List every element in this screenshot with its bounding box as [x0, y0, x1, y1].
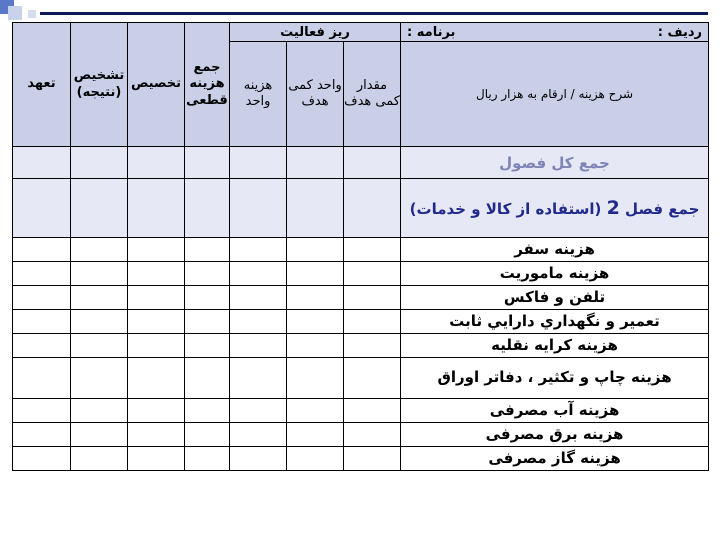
item-label: تعمير و نگهداري دارايي ثابت [401, 310, 709, 334]
table-row [13, 286, 709, 310]
table-row-total [13, 147, 709, 179]
top-rule [40, 12, 708, 15]
total-all-label: جمع كل فصول [401, 147, 709, 179]
table-row [13, 238, 709, 262]
table-row [13, 310, 709, 334]
unit-cost-header: هزينه واحد [230, 42, 287, 147]
chapter2-label: جمع فصل 2 (استفاده از كالا و خدمات) [401, 179, 709, 238]
table-row [13, 423, 709, 447]
target-quantity-header: مقدار كمی هدف [344, 42, 401, 147]
total-final-cost-header: جمع هزينه قطعی [185, 23, 230, 147]
determination-header: تشخيص (نتيجه) [71, 23, 128, 147]
item-label: هزينه چاپ و تكثير ، دفاتر اوراق [401, 358, 709, 399]
sub-activity-header: ريز فعاليت [230, 23, 401, 42]
corner-decoration-light [8, 6, 22, 20]
item-label: هزينه سفر [401, 238, 709, 262]
item-label: هزينه آب مصرفی [401, 399, 709, 423]
table-row [13, 334, 709, 358]
commitment-header: تعهد [13, 23, 71, 147]
item-label: هزينه گاز مصرفی [401, 447, 709, 471]
target-unit-header: واحد كمی هدف [287, 42, 344, 147]
table-row-chapter2 [13, 179, 709, 238]
budget-table [12, 22, 709, 471]
item-label: تلفن و فاكس [401, 286, 709, 310]
program-row-cell [401, 23, 709, 42]
table-row [13, 447, 709, 471]
item-label: هزينه برق مصرفی [401, 423, 709, 447]
table-row [13, 262, 709, 286]
program-label: برنامه : [407, 24, 456, 40]
corner-decoration-small [28, 10, 36, 18]
header-row-meta [13, 23, 709, 42]
item-label: هزينه كرايه نقليه [401, 334, 709, 358]
table-row [13, 399, 709, 423]
allocation-header: تخصيص [128, 23, 185, 147]
description-header: شرح هزينه / ارقام به هزار ريال [401, 42, 709, 147]
item-label: هزينه ماموريت [401, 262, 709, 286]
table-row [13, 358, 709, 399]
row-label: رديف : [657, 24, 703, 40]
